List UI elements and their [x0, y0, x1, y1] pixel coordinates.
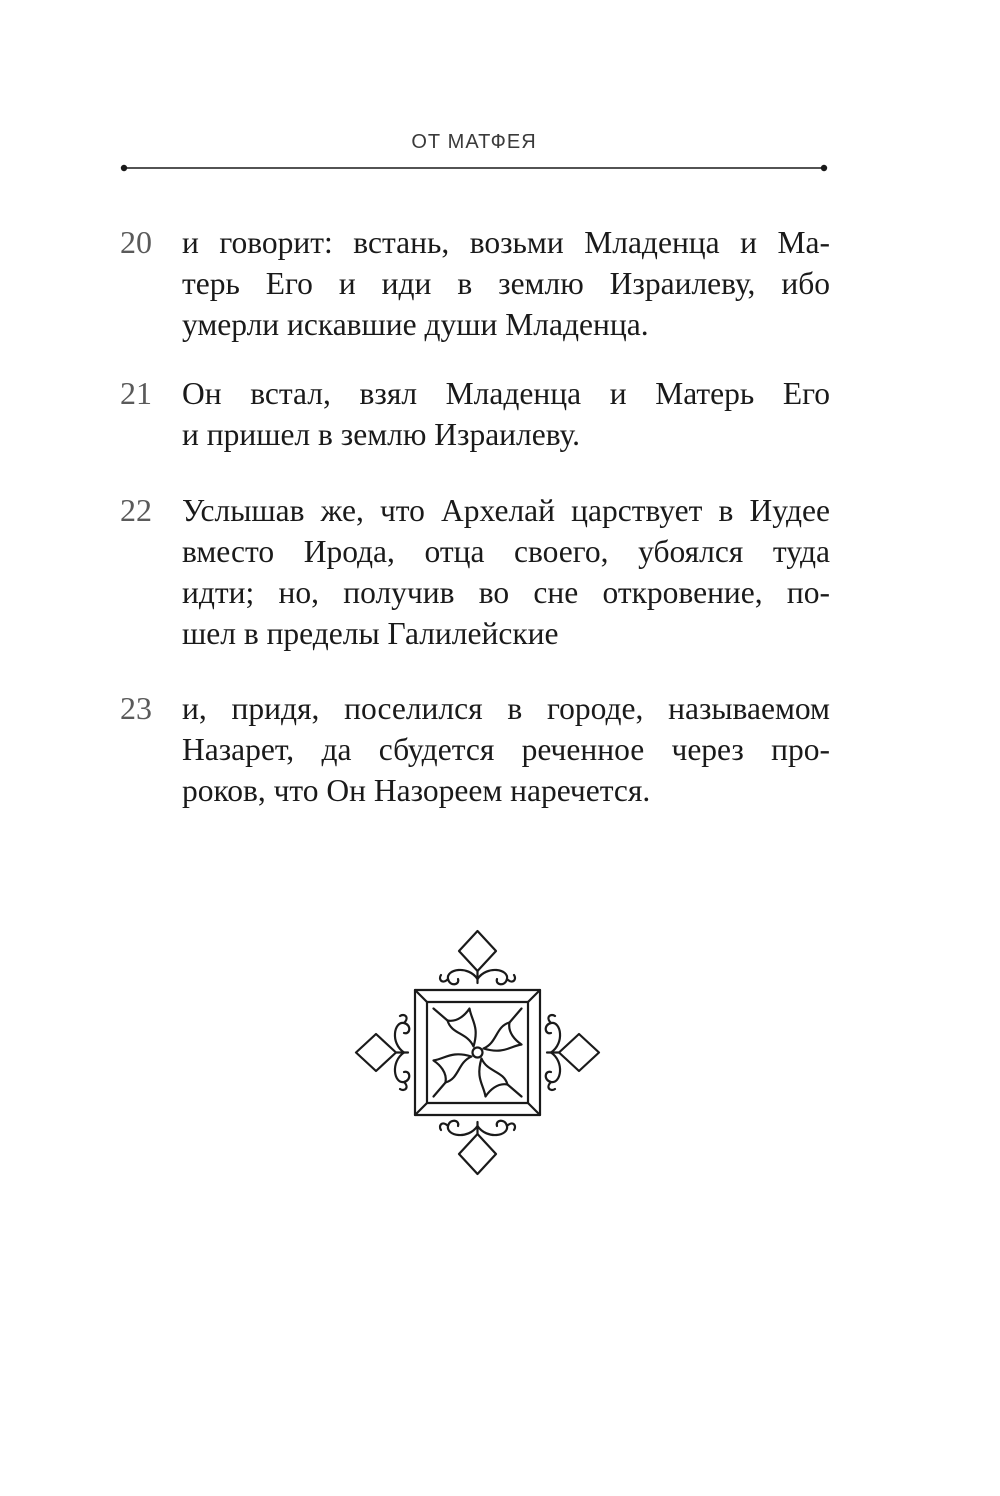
verse-line: Услышав же, что Архелай царствует в Иудее: [182, 493, 830, 528]
verse-line: и говорит: встань, возьми Младенца и Ма-: [182, 225, 830, 260]
verse-line: Он встал, взял Младенца и Матерь Его: [182, 376, 830, 411]
verse-line: терь Его и иди в землю Израилеву, ибо: [182, 266, 830, 301]
verse-line: Назарет, да сбудется реченное через про-: [182, 732, 830, 767]
verse-text: [182, 688, 830, 811]
verse-line: и, придя, поселился в городе, называемом: [182, 691, 830, 726]
verse-line: умерли искавшие души Младенца.: [182, 307, 649, 342]
verse-number: 22: [120, 492, 152, 528]
verse-line: вместо Ирода, отца своего, убоялся туда: [182, 534, 830, 569]
running-title: ОТ МАТФЕЯ: [411, 131, 537, 153]
verse-line: роков, что Он Назореем наречется.: [182, 773, 651, 808]
verse-text: [182, 222, 830, 345]
verse-number: 20: [120, 224, 152, 260]
verse-line: идти; но, получив во сне откровение, по-: [182, 575, 830, 610]
verse-line: шел в пределы Галилейские: [182, 616, 559, 651]
header-rule: [120, 162, 828, 174]
verse-text: [182, 490, 830, 654]
verse-line: и пришел в землю Израилеву.: [182, 417, 581, 452]
verse-text: [182, 373, 830, 455]
ornamental-cross-icon: [350, 925, 605, 1180]
verse-number: 23: [120, 690, 152, 726]
verse-number: 21: [120, 375, 152, 411]
